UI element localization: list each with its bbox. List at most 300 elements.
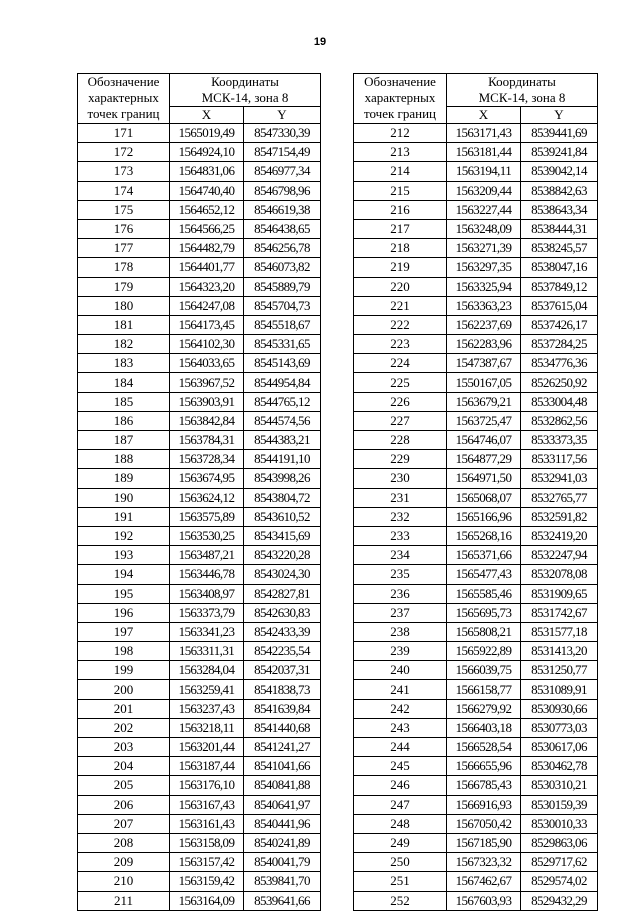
y-coordinate-cell: 8531577,18 (521, 622, 598, 641)
table-row (354, 661, 598, 680)
y-coordinate-cell: 8543998,26 (244, 469, 321, 488)
x-coordinate-cell: 1565166,96 (447, 507, 521, 526)
table-row (354, 584, 598, 603)
table-row (78, 411, 321, 430)
y-coordinate-cell: 8531909,65 (521, 584, 598, 603)
point-number-cell: 245 (354, 757, 447, 776)
table-row (78, 219, 321, 238)
point-number-cell: 208 (78, 833, 170, 852)
y-coordinate-cell: 8542235,54 (244, 642, 321, 661)
point-number-cell: 184 (78, 373, 170, 392)
table-row (78, 603, 321, 622)
y-coordinate-cell: 8532591,82 (521, 507, 598, 526)
y-coordinate-cell: 8532078,08 (521, 565, 598, 584)
table-row (354, 411, 598, 430)
point-number-cell: 234 (354, 546, 447, 565)
y-coordinate-cell: 8526250,92 (521, 373, 598, 392)
point-number-cell: 189 (78, 469, 170, 488)
table-row (354, 718, 598, 737)
point-number-cell: 222 (354, 315, 447, 334)
table-row (78, 124, 321, 143)
coordinates-header (170, 74, 321, 107)
table-row (354, 354, 598, 373)
x-coordinate-cell: 1563284,04 (170, 661, 244, 680)
table-row (354, 603, 598, 622)
y-coordinate-cell: 8542433,39 (244, 622, 321, 641)
y-coordinate-cell: 8533004,48 (521, 392, 598, 411)
y-coordinate-cell: 8529432,29 (521, 891, 598, 910)
x-coordinate-cell: 1563487,21 (170, 546, 244, 565)
point-number-cell: 231 (354, 488, 447, 507)
table-row (354, 162, 598, 181)
y-coordinate-cell: 8540641,97 (244, 795, 321, 814)
x-coordinate-cell: 1567050,42 (447, 814, 521, 833)
y-coordinate-cell: 8538842,63 (521, 181, 598, 200)
y-coordinate-cell: 8547154,49 (244, 143, 321, 162)
point-number-cell: 218 (354, 239, 447, 258)
x-coordinate-cell: 1563408,97 (170, 584, 244, 603)
point-number-cell: 180 (78, 296, 170, 315)
points-header (78, 74, 170, 124)
coordinates-header-line: Координаты (211, 74, 279, 89)
table-row (78, 680, 321, 699)
table-row (78, 642, 321, 661)
point-number-cell: 229 (354, 450, 447, 469)
point-number-cell: 212 (354, 124, 447, 143)
point-number-cell: 220 (354, 277, 447, 296)
y-coordinate-cell: 8537615,04 (521, 296, 598, 315)
table-row (354, 239, 598, 258)
table-row (354, 469, 598, 488)
x-coordinate-cell: 1547387,67 (447, 354, 521, 373)
x-coordinate-cell: 1563164,09 (170, 891, 244, 910)
y-coordinate-cell: 8542827,81 (244, 584, 321, 603)
table-row (78, 891, 321, 910)
table-row (354, 277, 598, 296)
y-coordinate-cell: 8532247,94 (521, 546, 598, 565)
point-number-cell: 206 (78, 795, 170, 814)
point-number-cell: 244 (354, 738, 447, 757)
x-coordinate-cell: 1564033,65 (170, 354, 244, 373)
x-coordinate-cell: 1564482,79 (170, 239, 244, 258)
y-coordinate-cell: 8530930,66 (521, 699, 598, 718)
point-number-cell: 224 (354, 354, 447, 373)
x-coordinate-cell: 1564971,50 (447, 469, 521, 488)
y-coordinate-cell: 8541639,84 (244, 699, 321, 718)
point-number-cell: 230 (354, 469, 447, 488)
table-row (78, 277, 321, 296)
x-coordinate-cell: 1563158,09 (170, 833, 244, 852)
table-body (354, 124, 598, 911)
table-row (78, 373, 321, 392)
table-row (78, 296, 321, 315)
table-row (354, 526, 598, 545)
point-number-cell: 193 (78, 546, 170, 565)
table-row (78, 776, 321, 795)
points-header-line: характерных (364, 90, 436, 105)
x-coordinate-cell: 1563227,44 (447, 200, 521, 219)
y-coordinate-cell: 8543804,72 (244, 488, 321, 507)
x-coordinate-cell: 1565922,89 (447, 642, 521, 661)
y-coordinate-cell: 8529863,06 (521, 833, 598, 852)
y-coordinate-cell: 8543415,69 (244, 526, 321, 545)
x-coordinate-cell: 1565268,16 (447, 526, 521, 545)
y-coordinate-cell: 8545331,65 (244, 335, 321, 354)
table-row (78, 526, 321, 545)
x-column-header: X (170, 107, 244, 124)
y-coordinate-cell: 8544383,21 (244, 431, 321, 450)
table-row (354, 642, 598, 661)
y-coordinate-cell: 8546438,65 (244, 219, 321, 238)
x-coordinate-cell: 1563674,95 (170, 469, 244, 488)
table-row (78, 699, 321, 718)
y-coordinate-cell: 8541041,66 (244, 757, 321, 776)
y-coordinate-cell: 8541241,27 (244, 738, 321, 757)
table-row (354, 507, 598, 526)
table-row (354, 546, 598, 565)
y-coordinate-cell: 8543610,52 (244, 507, 321, 526)
point-number-cell: 243 (354, 718, 447, 737)
x-coordinate-cell: 1565019,49 (170, 124, 244, 143)
x-coordinate-cell: 1563325,94 (447, 277, 521, 296)
point-number-cell: 233 (354, 526, 447, 545)
x-coordinate-cell: 1565695,73 (447, 603, 521, 622)
point-number-cell: 174 (78, 181, 170, 200)
table-row (354, 795, 598, 814)
y-coordinate-cell: 8529717,62 (521, 853, 598, 872)
x-coordinate-cell: 1564652,12 (170, 200, 244, 219)
x-coordinate-cell: 1563679,21 (447, 392, 521, 411)
y-coordinate-cell: 8540041,79 (244, 853, 321, 872)
x-coordinate-cell: 1563194,11 (447, 162, 521, 181)
table-row (354, 738, 598, 757)
y-coordinate-cell: 8539641,66 (244, 891, 321, 910)
points-header-line: точек границ (87, 106, 160, 121)
x-coordinate-cell: 1563167,43 (170, 795, 244, 814)
point-number-cell: 171 (78, 124, 170, 143)
table-row (78, 622, 321, 641)
x-coordinate-cell: 1550167,05 (447, 373, 521, 392)
point-number-cell: 252 (354, 891, 447, 910)
x-coordinate-cell: 1565585,46 (447, 584, 521, 603)
y-coordinate-cell: 8529574,02 (521, 872, 598, 891)
table-row (354, 833, 598, 852)
x-coordinate-cell: 1563201,44 (170, 738, 244, 757)
point-number-cell: 235 (354, 565, 447, 584)
x-coordinate-cell: 1566403,18 (447, 718, 521, 737)
table-row (78, 469, 321, 488)
x-coordinate-cell: 1563903,91 (170, 392, 244, 411)
y-coordinate-cell: 8544191,10 (244, 450, 321, 469)
point-number-cell: 179 (78, 277, 170, 296)
x-coordinate-cell: 1567603,93 (447, 891, 521, 910)
x-coordinate-cell: 1564247,08 (170, 296, 244, 315)
point-number-cell: 240 (354, 661, 447, 680)
point-number-cell: 183 (78, 354, 170, 373)
point-number-cell: 217 (354, 219, 447, 238)
x-coordinate-cell: 1563728,34 (170, 450, 244, 469)
x-coordinate-cell: 1563725,47 (447, 411, 521, 430)
y-coordinate-cell: 8544574,56 (244, 411, 321, 430)
point-number-cell: 246 (354, 776, 447, 795)
y-coordinate-cell: 8530462,78 (521, 757, 598, 776)
point-number-cell: 185 (78, 392, 170, 411)
x-coordinate-cell: 1564924,10 (170, 143, 244, 162)
x-coordinate-cell: 1564401,77 (170, 258, 244, 277)
point-number-cell: 250 (354, 853, 447, 872)
table-row (78, 661, 321, 680)
table-row (354, 450, 598, 469)
x-coordinate-cell: 1566158,77 (447, 680, 521, 699)
x-coordinate-cell: 1567323,32 (447, 853, 521, 872)
x-coordinate-cell: 1563446,78 (170, 565, 244, 584)
point-number-cell: 176 (78, 219, 170, 238)
point-number-cell: 203 (78, 738, 170, 757)
table-row (354, 373, 598, 392)
y-coordinate-cell: 8532765,77 (521, 488, 598, 507)
point-number-cell: 196 (78, 603, 170, 622)
y-coordinate-cell: 8545889,79 (244, 277, 321, 296)
table-row (354, 200, 598, 219)
point-number-cell: 173 (78, 162, 170, 181)
x-coordinate-cell: 1566916,93 (447, 795, 521, 814)
point-number-cell: 239 (354, 642, 447, 661)
table-row (78, 738, 321, 757)
y-coordinate-cell: 8546073,82 (244, 258, 321, 277)
table-row (78, 335, 321, 354)
table-row (78, 354, 321, 373)
y-coordinate-cell: 8542037,31 (244, 661, 321, 680)
x-coordinate-cell: 1565808,21 (447, 622, 521, 641)
table-row (354, 258, 598, 277)
points-header-line: характерных (88, 90, 159, 105)
x-coordinate-cell: 1564877,29 (447, 450, 521, 469)
y-coordinate-cell: 8537849,12 (521, 277, 598, 296)
y-column-header: Y (521, 107, 598, 124)
y-coordinate-cell: 8532419,20 (521, 526, 598, 545)
y-coordinate-cell: 8544954,84 (244, 373, 321, 392)
x-coordinate-cell: 1563341,23 (170, 622, 244, 641)
y-coordinate-cell: 8545143,69 (244, 354, 321, 373)
point-number-cell: 175 (78, 200, 170, 219)
x-coordinate-cell: 1563784,31 (170, 431, 244, 450)
y-coordinate-cell: 8546977,34 (244, 162, 321, 181)
coordinates-header-line: Координаты (488, 74, 556, 89)
x-coordinate-cell: 1563237,43 (170, 699, 244, 718)
table-row (78, 200, 321, 219)
y-coordinate-cell: 8531742,67 (521, 603, 598, 622)
x-coordinate-cell: 1567462,67 (447, 872, 521, 891)
coordinates-header (447, 74, 598, 107)
x-coordinate-cell: 1566655,96 (447, 757, 521, 776)
x-coordinate-cell: 1563157,42 (170, 853, 244, 872)
table-row (78, 757, 321, 776)
table-row (78, 814, 321, 833)
points-header-line: Обозначение (87, 74, 160, 89)
table-row (78, 392, 321, 411)
x-coordinate-cell: 1563209,44 (447, 181, 521, 200)
point-number-cell: 247 (354, 795, 447, 814)
y-coordinate-cell: 8539841,70 (244, 872, 321, 891)
x-coordinate-cell: 1563297,35 (447, 258, 521, 277)
table-row (78, 584, 321, 603)
x-coordinate-cell: 1563248,09 (447, 219, 521, 238)
table-row (354, 622, 598, 641)
point-number-cell: 187 (78, 431, 170, 450)
coordinates-table-right (353, 73, 598, 911)
y-coordinate-cell: 8540841,88 (244, 776, 321, 795)
table-row (78, 795, 321, 814)
point-number-cell: 201 (78, 699, 170, 718)
table-row (354, 143, 598, 162)
y-coordinate-cell: 8546619,38 (244, 200, 321, 219)
x-coordinate-cell: 1562237,69 (447, 315, 521, 334)
y-coordinate-cell: 8533373,35 (521, 431, 598, 450)
y-coordinate-cell: 8532862,56 (521, 411, 598, 430)
point-number-cell: 216 (354, 200, 447, 219)
x-coordinate-cell: 1563575,89 (170, 507, 244, 526)
table-row (354, 757, 598, 776)
x-coordinate-cell: 1565477,43 (447, 565, 521, 584)
table-row (78, 718, 321, 737)
y-coordinate-cell: 8530617,06 (521, 738, 598, 757)
x-coordinate-cell: 1562283,96 (447, 335, 521, 354)
x-coordinate-cell: 1566039,75 (447, 661, 521, 680)
point-number-cell: 225 (354, 373, 447, 392)
table-row (354, 699, 598, 718)
x-coordinate-cell: 1563271,39 (447, 239, 521, 258)
table-row (354, 219, 598, 238)
y-coordinate-cell: 8530159,39 (521, 795, 598, 814)
x-coordinate-cell: 1564323,20 (170, 277, 244, 296)
x-coordinate-cell: 1564831,06 (170, 162, 244, 181)
x-coordinate-cell: 1566528,54 (447, 738, 521, 757)
point-number-cell: 215 (354, 181, 447, 200)
table-row (78, 315, 321, 334)
table-body (78, 124, 321, 911)
x-coordinate-cell: 1566785,43 (447, 776, 521, 795)
y-coordinate-cell: 8543024,30 (244, 565, 321, 584)
table-row (354, 181, 598, 200)
x-coordinate-cell: 1563967,52 (170, 373, 244, 392)
table-row (354, 392, 598, 411)
x-column-header: X (447, 107, 521, 124)
table-row (354, 124, 598, 143)
table-row (78, 488, 321, 507)
x-coordinate-cell: 1564173,45 (170, 315, 244, 334)
coordinates-table-left (77, 73, 321, 911)
point-number-cell: 248 (354, 814, 447, 833)
y-coordinate-cell: 8531089,91 (521, 680, 598, 699)
point-number-cell: 204 (78, 757, 170, 776)
y-column-header: Y (244, 107, 321, 124)
y-coordinate-cell: 8542630,83 (244, 603, 321, 622)
point-number-cell: 188 (78, 450, 170, 469)
y-coordinate-cell: 8531413,20 (521, 642, 598, 661)
point-number-cell: 191 (78, 507, 170, 526)
y-coordinate-cell: 8539441,69 (521, 124, 598, 143)
point-number-cell: 205 (78, 776, 170, 795)
table-row (78, 853, 321, 872)
table-row (354, 565, 598, 584)
point-number-cell: 213 (354, 143, 447, 162)
y-coordinate-cell: 8539241,84 (521, 143, 598, 162)
point-number-cell: 181 (78, 315, 170, 334)
point-number-cell: 237 (354, 603, 447, 622)
table-row (354, 296, 598, 315)
point-number-cell: 198 (78, 642, 170, 661)
coordinates-header-line: МСК-14, зона 8 (478, 90, 566, 105)
point-number-cell: 199 (78, 661, 170, 680)
point-number-cell: 219 (354, 258, 447, 277)
table-row (354, 853, 598, 872)
table-row (78, 833, 321, 852)
x-coordinate-cell: 1564746,07 (447, 431, 521, 450)
page-number: 19 (313, 36, 327, 48)
x-coordinate-cell: 1565068,07 (447, 488, 521, 507)
point-number-cell: 182 (78, 335, 170, 354)
y-coordinate-cell: 8546798,96 (244, 181, 321, 200)
table-row (78, 239, 321, 258)
x-coordinate-cell: 1564740,40 (170, 181, 244, 200)
x-coordinate-cell: 1567185,90 (447, 833, 521, 852)
point-number-cell: 177 (78, 239, 170, 258)
table-row (354, 891, 598, 910)
x-coordinate-cell: 1563218,11 (170, 718, 244, 737)
coordinates-header-line: МСК-14, зона 8 (201, 90, 289, 105)
point-number-cell: 209 (78, 853, 170, 872)
table-row (354, 335, 598, 354)
table-row (78, 162, 321, 181)
point-number-cell: 211 (78, 891, 170, 910)
point-number-cell: 232 (354, 507, 447, 526)
point-number-cell: 202 (78, 718, 170, 737)
table-row (78, 431, 321, 450)
point-number-cell: 227 (354, 411, 447, 430)
point-number-cell: 200 (78, 680, 170, 699)
table-row (354, 814, 598, 833)
points-header (354, 74, 447, 124)
point-number-cell: 236 (354, 584, 447, 603)
y-coordinate-cell: 8533117,56 (521, 450, 598, 469)
points-header-line: Обозначение (364, 74, 436, 89)
x-coordinate-cell: 1563159,42 (170, 872, 244, 891)
table-row (78, 450, 321, 469)
x-coordinate-cell: 1563181,44 (447, 143, 521, 162)
x-coordinate-cell: 1565371,66 (447, 546, 521, 565)
x-coordinate-cell: 1563373,79 (170, 603, 244, 622)
table-row (354, 315, 598, 334)
y-coordinate-cell: 8543220,28 (244, 546, 321, 565)
y-coordinate-cell: 8537426,17 (521, 315, 598, 334)
table-row (78, 872, 321, 891)
table-row (78, 143, 321, 162)
point-number-cell: 221 (354, 296, 447, 315)
y-coordinate-cell: 8545518,67 (244, 315, 321, 334)
x-coordinate-cell: 1563311,31 (170, 642, 244, 661)
x-coordinate-cell: 1563187,44 (170, 757, 244, 776)
table-row (354, 431, 598, 450)
point-number-cell: 186 (78, 411, 170, 430)
x-coordinate-cell: 1566279,92 (447, 699, 521, 718)
table-row (78, 258, 321, 277)
x-coordinate-cell: 1563161,43 (170, 814, 244, 833)
point-number-cell: 226 (354, 392, 447, 411)
point-number-cell: 242 (354, 699, 447, 718)
x-coordinate-cell: 1564102,30 (170, 335, 244, 354)
points-header-line: точек границ (363, 106, 437, 121)
y-coordinate-cell: 8540441,96 (244, 814, 321, 833)
